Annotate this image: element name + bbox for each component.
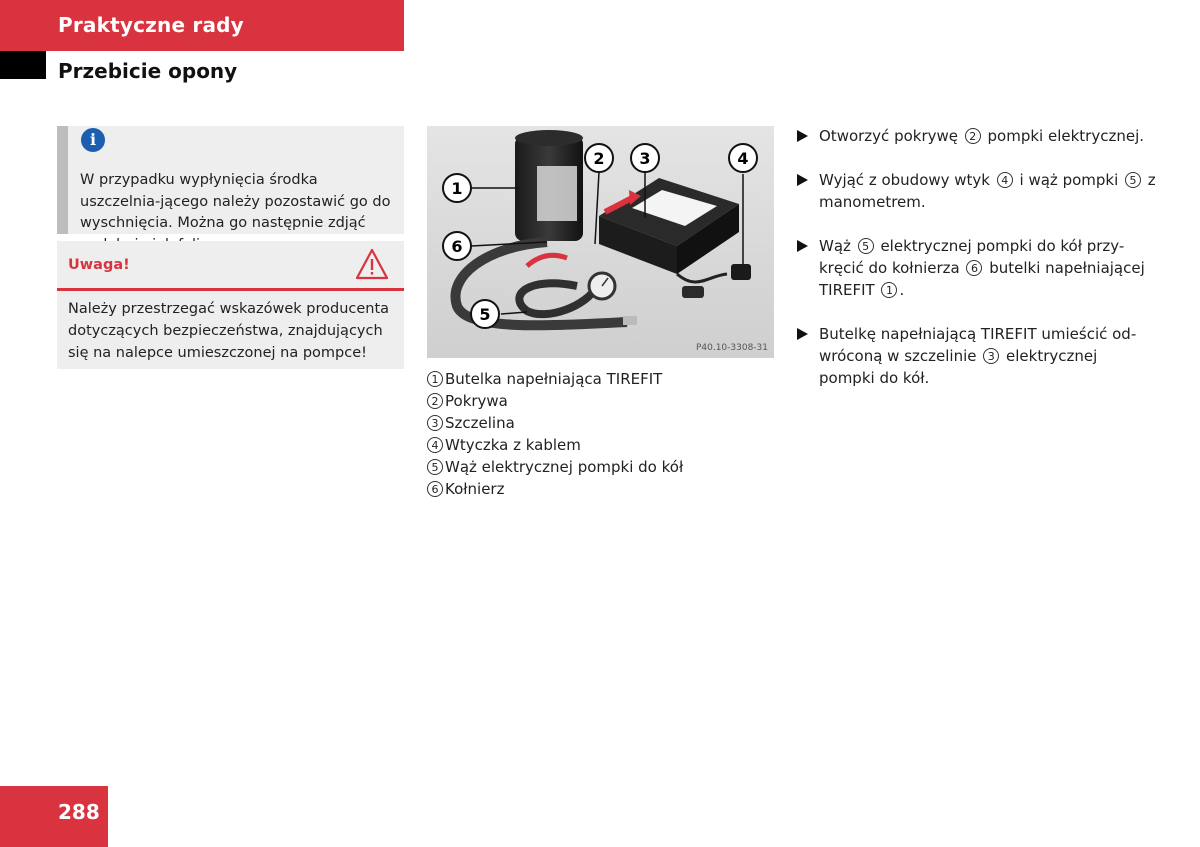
info-note-text: W przypadku wypłynięcia środka uszczelnia-jącego należy pozostawić go do wyschnięcia. Można go następnie zdjąć: [80, 172, 391, 231]
step-text: elektrycznej pompki do kół przy-kręcić do kołnierza: [819, 237, 1125, 277]
step-text: i wąż pompki: [1014, 171, 1124, 189]
legend-number: 1: [427, 371, 443, 387]
callout-5-label: 5: [479, 305, 491, 324]
section-marker: [0, 51, 46, 79]
photo-reference-code: P40.10-3308-31: [695, 343, 768, 353]
step-number: 2: [965, 128, 981, 144]
photo-legend: [427, 368, 683, 500]
callout-6-label: 6: [451, 237, 463, 256]
step-text: z manometrem.: [819, 171, 1156, 211]
step-number: 5: [1125, 172, 1141, 188]
step-number: 1: [881, 282, 897, 298]
step-arrow-icon: [797, 240, 808, 252]
warning-triangle-icon: [355, 248, 389, 280]
tirefit-kit-illustration: [427, 126, 774, 358]
tirefit-kit-photo: [427, 126, 774, 358]
step-number: 5: [858, 238, 874, 254]
warning-label: Uwaga!: [68, 257, 130, 273]
step-number: 3: [983, 348, 999, 364]
legend-number: 6: [427, 481, 443, 497]
callout-2-label: 2: [593, 149, 605, 168]
step-text: butelki napełniającej TIREFIT: [819, 259, 1145, 299]
instruction-step: [797, 169, 1157, 213]
step-text: Wyjąć z obudowy wtyk: [819, 171, 995, 189]
legend-text: Pokrywa: [445, 392, 508, 410]
info-note: [57, 126, 404, 234]
legend-text: Wąż elektrycznej pompki do kół: [445, 458, 684, 476]
legend-text: Wtyczka z kablem: [445, 436, 581, 454]
step-number: 6: [966, 260, 982, 276]
legend-item: [427, 368, 683, 390]
callout-4-label: 4: [737, 149, 749, 168]
warning-box: [57, 241, 404, 369]
legend-text: Kołnierz: [445, 480, 505, 498]
legend-number: 5: [427, 459, 443, 475]
legend-text: Butelka napełniająca TIREFIT: [445, 370, 663, 388]
step-text: Butelkę napełniającą TIREFIT umieścić od-wróconą w szczelinie: [819, 325, 1137, 365]
instruction-step: [797, 323, 1157, 389]
info-note-bar: [57, 126, 68, 234]
step-text: pompki elektrycznej.: [982, 127, 1145, 145]
section-title: Przebicie opony: [58, 59, 238, 83]
step-arrow-icon: [797, 328, 808, 340]
legend-number: 2: [427, 393, 443, 409]
legend-item: [427, 456, 683, 478]
legend-number: 3: [427, 415, 443, 431]
instruction-steps: [797, 125, 1157, 411]
instruction-step: [797, 235, 1157, 301]
step-number: 4: [997, 172, 1013, 188]
legend-text: Szczelina: [445, 414, 515, 432]
legend-item: [427, 412, 683, 434]
callout-1-label: 1: [451, 179, 463, 198]
chapter-title: Praktyczne rady: [58, 13, 244, 37]
instruction-step: [797, 125, 1157, 147]
step-text: Otworzyć pokrywę: [819, 127, 963, 145]
legend-item: [427, 434, 683, 456]
warning-header: [57, 241, 404, 291]
legend-item: [427, 478, 683, 500]
step-text: elektrycznej pompki do kół.: [819, 347, 1098, 387]
step-text: .: [899, 281, 905, 299]
legend-item: [427, 390, 683, 412]
legend-number: 4: [427, 437, 443, 453]
page-number: 288: [58, 800, 100, 824]
step-arrow-icon: [797, 130, 808, 142]
warning-text: Należy przestrzegać wskazówek producenta dotyczących bezpieczeństwa, znajdujących się na nalepce umieszczonej na pompce!: [68, 301, 390, 361]
callout-3-label: 3: [639, 149, 651, 168]
info-icon: i: [81, 128, 105, 152]
step-text: Wąż: [819, 237, 856, 255]
step-arrow-icon: [797, 174, 808, 186]
